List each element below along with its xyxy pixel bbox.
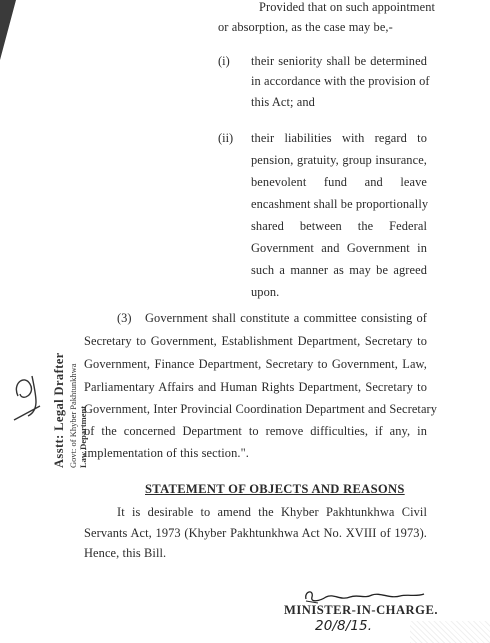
clause-ii-line-3: benevolent fund and leave — [251, 175, 427, 189]
stamp-text-block — [52, 318, 88, 468]
subsection-3-line-6: of the concerned Department to remove difficulties, if any, in — [84, 424, 427, 438]
clause-ii-line-2: pension, gratuity, group insurance, — [251, 153, 427, 167]
stamp-org: Govt: of Khyber Pakhtunkhwa — [68, 363, 78, 468]
clause-ii-line-1: their liabilities with regard to — [251, 131, 427, 145]
legal-drafter-stamp — [12, 318, 88, 468]
clause-ii-line-4: encashment shall be proportionally — [251, 197, 429, 211]
clause-ii-line-6: Government and Government in — [251, 241, 427, 255]
subsection-3-line-3: Government, Finance Department, Secretary to Government, Law, — [84, 357, 427, 371]
subsection-3-line-4: Parliamentary Affairs and Human Rights Department, Secretary to — [84, 380, 427, 394]
statement-line-3: Hence, this Bill. — [84, 546, 167, 560]
proviso-line-2: or absorption, as the case may be,- — [218, 20, 393, 34]
subsection-3-line-2: Secretary to Government, Establishment Department, Secretary to — [84, 334, 427, 348]
clause-i-number: (i) — [218, 54, 230, 68]
clause-i-line-2: in accordance with the provision of — [251, 74, 430, 88]
subsection-3-line-1: Government shall constitute a committee consisting of — [145, 311, 427, 325]
stamp-title: Asstt: Legal Drafter — [52, 352, 66, 468]
signature-date: 20/8/15. — [315, 618, 373, 634]
statement-line-1: It is desirable to amend the Khyber Pakhtunkhwa Civil — [117, 505, 427, 519]
proviso-line-1: Provided that on such appointment — [259, 0, 436, 14]
clause-i-line-1: their seniority shall be determined — [251, 54, 427, 68]
stamp-dept: Law Department — [78, 405, 88, 468]
clause-ii-line-8: upon. — [251, 285, 280, 299]
clause-ii-number: (ii) — [218, 131, 234, 145]
subsection-3-line-5: Government, Inter Provincial Coordination Department and Secretary — [84, 402, 438, 416]
statement-line-2: Servants Act, 1973 (Khyber Pakhtunkhwa Act No. XVIII of 1973). — [84, 526, 427, 540]
initials-scribble — [10, 366, 50, 426]
subsection-3-line-7: implementation of this section.". — [84, 446, 249, 460]
subsection-3-number: (3) — [117, 311, 132, 325]
signatory-title: MINISTER-IN-CHARGE. — [284, 603, 438, 617]
clause-ii-line-5: shared between the Federal — [251, 219, 427, 233]
scan-edge-mark — [0, 0, 16, 60]
scan-noise — [410, 621, 490, 643]
clause-i-line-3: this Act; and — [251, 95, 315, 109]
statement-heading: STATEMENT OF OBJECTS AND REASONS — [145, 482, 405, 496]
clause-ii-line-7: such a manner as may be agreed — [251, 263, 427, 277]
